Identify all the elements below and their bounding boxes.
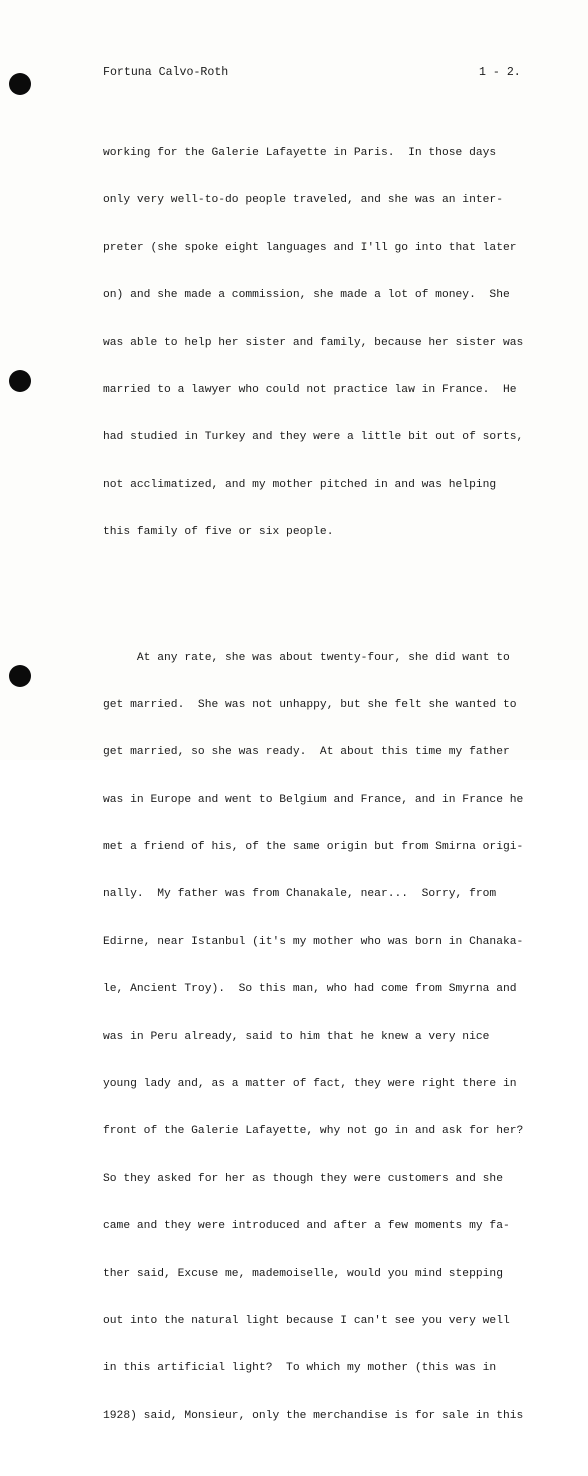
text-line: Edirne, near Istanbul (it's my mother who was born in Chanaka- (103, 935, 524, 948)
text-line: le, Ancient Troy). So this man, who had come from Smyrna and (103, 983, 517, 996)
text-line: front of the Galerie Lafayette, why not go in and ask for her? (103, 1125, 524, 1138)
paragraph (103, 118, 523, 569)
text-line: nally. My father was from Chanakale, near... Sorry, from (103, 888, 497, 901)
text-line: get married, so she was ready. At about this time my father (103, 746, 510, 759)
text-line: was in Peru already, said to him that he knew a very nice (103, 1030, 490, 1043)
text-line: was in Europe and went to Belgium and France, and in France he (103, 793, 524, 806)
text-line: met a friend of his, of the same origin but from Smirna origi- (103, 841, 524, 854)
punch-hole (9, 370, 31, 392)
text-line: young lady and, as a matter of fact, they were right there in (103, 1078, 517, 1091)
text-line: 1928) said, Monsieur, only the merchandise is for sale in this (103, 1409, 524, 1422)
text-line: came and they were introduced and after a few moments my fa- (103, 1220, 510, 1233)
text-line: ther said, Excuse me, mademoiselle, would you mind stepping (103, 1267, 503, 1280)
text-line: get married. She was not unhappy, but she felt she wanted to (103, 698, 517, 711)
body-text (103, 94, 523, 1476)
punch-hole (9, 73, 31, 95)
paragraph-gap (103, 593, 523, 599)
text-line: had studied in Turkey and they were a little bit out of sorts, (103, 431, 524, 444)
text-line: working for the Galerie Lafayette in Paris. In those days (103, 147, 497, 159)
text-line: out into the natural light because I can't see you very well (103, 1314, 510, 1327)
text-line: in this artificial light? To which my mother (this was in (103, 1362, 497, 1375)
text-line: not acclimatized, and my mother pitched in and was helping (103, 478, 497, 491)
punch-hole (9, 665, 31, 687)
text-line: preter (she spoke eight languages and I'll go into that later (103, 241, 517, 254)
text-line: only very well-to-do people traveled, and she was an inter- (103, 194, 503, 207)
text-line: this family of five or six people. (103, 526, 334, 539)
text-line: married to a lawyer who could not practice law in France. He (103, 383, 517, 396)
header-author: Fortuna Calvo-Roth (103, 66, 229, 79)
paragraph (103, 623, 523, 1453)
text-line: At any rate, she was about twenty-four, she did want to (103, 651, 510, 664)
header-page-number: 1 - 2. (479, 66, 521, 79)
text-line: was able to help her sister and family, because her sister was (103, 336, 524, 349)
text-line: on) and she made a commission, she made a lot of money. She (103, 289, 510, 302)
text-line: So they asked for her as though they were customers and she (103, 1172, 503, 1185)
